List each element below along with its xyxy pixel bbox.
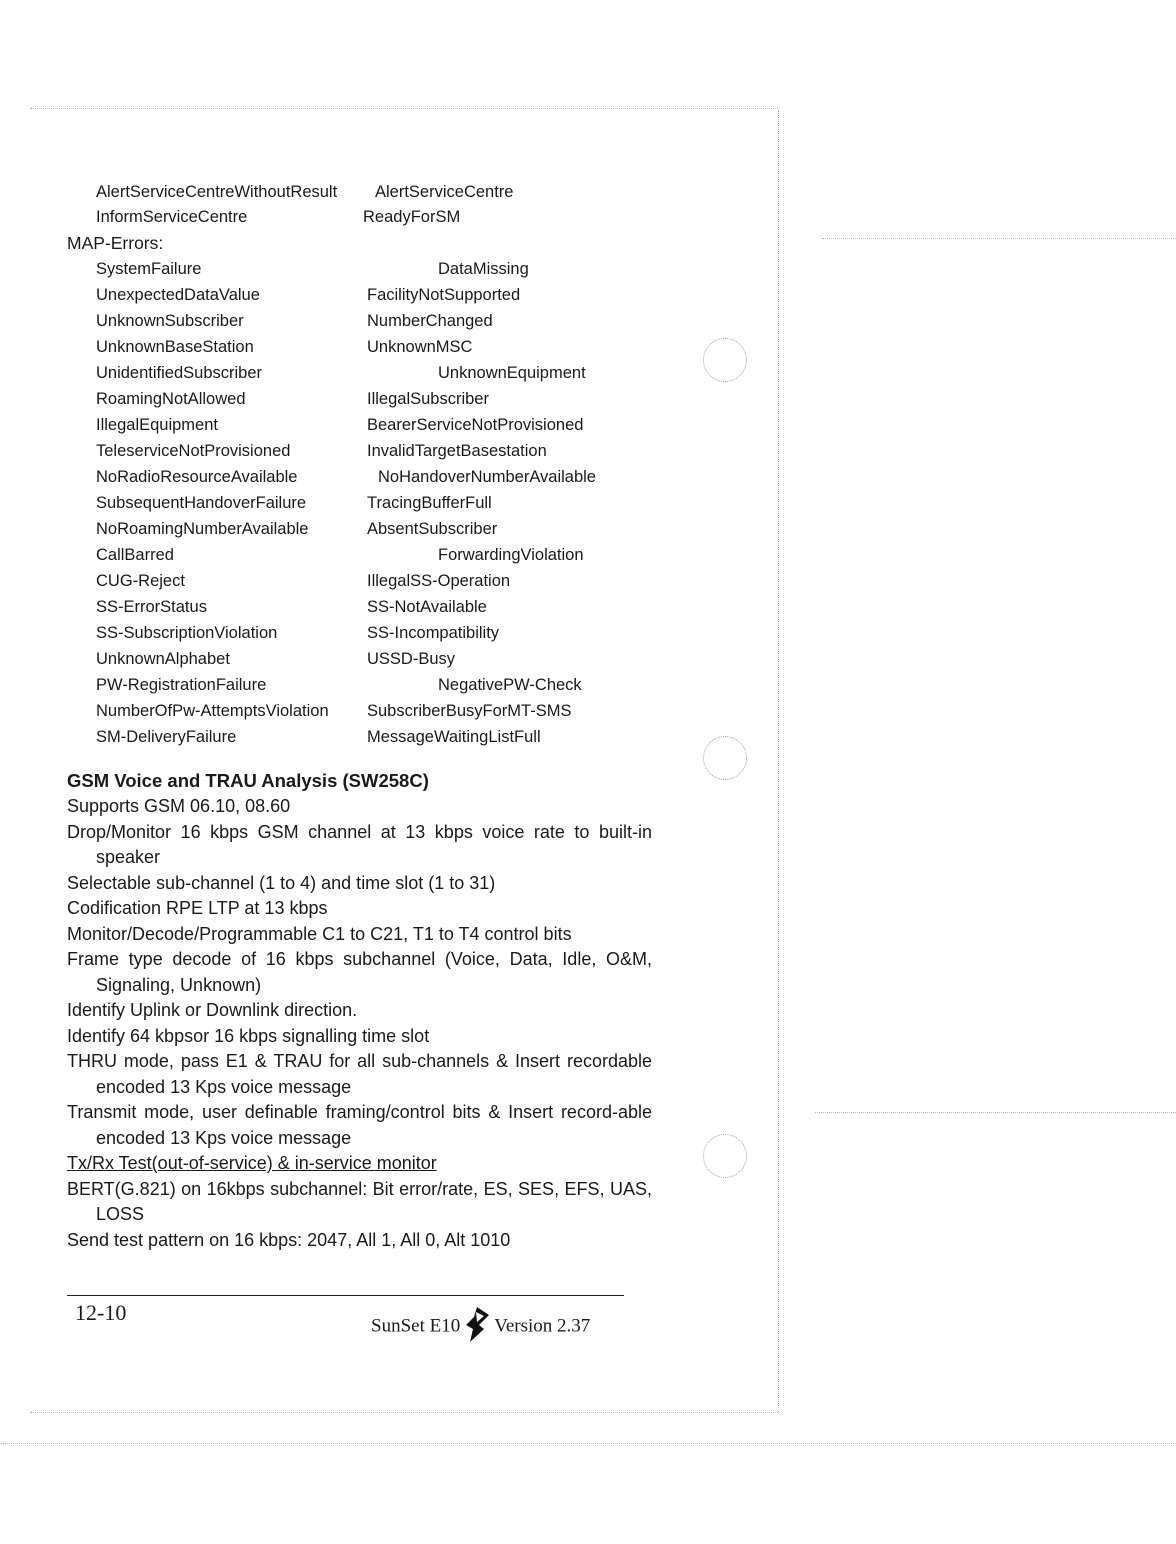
map-error-row [67, 438, 627, 464]
map-error-right: NumberChanged [367, 312, 493, 330]
map-error-left: SubsequentHandoverFailure [96, 494, 307, 512]
map-error-row [67, 594, 627, 620]
map-error-left: NoRadioResourceAvailable [96, 468, 298, 486]
map-error-row [67, 542, 627, 568]
map-error-row [67, 464, 627, 490]
map-errors-heading: MAP-Errors: [67, 233, 164, 253]
map-error-left: TeleserviceNotProvisioned [96, 442, 291, 460]
map-error-left: CUG-Reject [96, 572, 185, 590]
map-error-right: UnknownEquipment [438, 364, 586, 382]
map-error-row [67, 360, 627, 386]
section-heading: GSM Voice and TRAU Analysis (SW258C) [67, 770, 429, 791]
punch-hole-middle [703, 736, 747, 780]
map-error-right: TracingBufferFull [367, 494, 492, 512]
product-version: Version 2.37 [494, 1315, 591, 1337]
feature-line: Monitor/Decode/Programmable C1 to C21, T1 to T4 control bits [67, 923, 572, 944]
map-error-left: PW-RegistrationFailure [96, 676, 267, 694]
callback-list [67, 180, 627, 230]
feature-line: Drop/Monitor 16 kbps GSM channel at 13 kbps voice rate to built-in speaker [67, 821, 652, 867]
map-error-right: IllegalSS-Operation [367, 572, 511, 590]
footer-rule [67, 1295, 624, 1296]
map-error-row [67, 256, 627, 282]
map-error-row [67, 672, 627, 698]
callback-row [67, 205, 627, 230]
feature-line: Transmit mode, user definable framing/control bits & Insert record-able encoded 13 Kps voice message [67, 1102, 652, 1148]
map-error-row [67, 282, 627, 308]
feature-line: Tx/Rx Test(out-of-service) & in-service monitor [67, 1153, 437, 1173]
map-error-row [67, 620, 627, 646]
map-error-right: USSD-Busy [367, 650, 456, 668]
map-error-left: UnknownAlphabet [96, 650, 230, 668]
scan-border-right [778, 110, 779, 1412]
feature-line: Identify 64 kbpsor 16 kbps signalling time slot [67, 1025, 430, 1046]
footer-product [371, 1305, 590, 1349]
feature-line: Identify Uplink or Downlink direction. [67, 1000, 358, 1020]
map-errors-table [67, 256, 627, 750]
map-error-left: UnexpectedDataValue [96, 286, 260, 304]
map-error-row [67, 412, 627, 438]
map-error-right: BearerServiceNotProvisioned [367, 416, 584, 434]
callback-right: ReadyForSM [363, 208, 461, 226]
sunrise-logo-icon [464, 1305, 490, 1349]
gsm-feature-list [67, 794, 652, 1253]
punch-hole-top [703, 338, 747, 382]
map-error-row [67, 568, 627, 594]
punch-hole-bottom [703, 1134, 747, 1178]
product-name: SunSet E10 [371, 1315, 461, 1337]
map-error-right: SS-NotAvailable [367, 598, 487, 616]
scan-mark-right-2 [815, 1112, 1176, 1113]
map-error-right: NoHandoverNumberAvailable [378, 468, 596, 486]
map-error-row [67, 386, 627, 412]
map-error-row [67, 698, 627, 724]
map-error-left: SS-ErrorStatus [96, 598, 207, 616]
page-number: 12-10 [75, 1300, 127, 1325]
map-error-left: SS-SubscriptionViolation [96, 624, 278, 642]
map-error-right: SubscriberBusyForMT-SMS [367, 702, 572, 720]
map-error-row [67, 490, 627, 516]
map-error-right: NegativePW-Check [438, 676, 582, 694]
feature-line: Codification RPE LTP at 13 kbps [67, 898, 328, 918]
map-error-left: UnknownBaseStation [96, 338, 254, 356]
map-error-right: IllegalSubscriber [367, 390, 489, 408]
map-error-row [67, 308, 627, 334]
scan-border-top [30, 108, 778, 109]
callback-left: InformServiceCentre [96, 208, 248, 226]
feature-line: Send test pattern on 16 kbps: 2047, All 1, All 0, Alt 1010 [67, 1229, 511, 1250]
map-error-left: SM-DeliveryFailure [96, 728, 237, 746]
map-error-left: RoamingNotAllowed [96, 390, 246, 408]
feature-line: BERT(G.821) on 16kbps subchannel: Bit error/rate, ES, SES, EFS, UAS, LOSS [67, 1178, 652, 1224]
map-error-right: DataMissing [438, 260, 529, 278]
map-error-right: FacilityNotSupported [367, 286, 521, 304]
map-error-left: IllegalEquipment [96, 416, 218, 434]
callback-right: AlertServiceCentre [375, 183, 514, 201]
map-error-row [67, 334, 627, 360]
map-error-left: CallBarred [96, 546, 174, 564]
map-error-row [67, 724, 627, 750]
feature-line: Selectable sub-channel (1 to 4) and time slot (1 to 31) [67, 872, 496, 893]
map-error-row [67, 646, 627, 672]
page-content [67, 180, 652, 1253]
map-error-left: UnknownSubscriber [96, 312, 244, 330]
map-error-right: ForwardingViolation [438, 546, 584, 564]
callback-left: AlertServiceCentreWithoutResult [96, 183, 338, 201]
map-error-right: InvalidTargetBasestation [367, 442, 547, 460]
feature-line: Frame type decode of 16 kbps subchannel (Voice, Data, Idle, O&M, Signaling, Unknown) [67, 949, 652, 995]
scan-border-lower [0, 1443, 1176, 1444]
map-error-left: UnidentifiedSubscriber [96, 364, 263, 382]
map-error-left: SystemFailure [96, 260, 202, 278]
map-error-right: UnknownMSC [367, 338, 473, 356]
feature-line: Supports GSM 06.10, 08.60 [67, 796, 291, 816]
map-error-right: MessageWaitingListFull [367, 728, 541, 746]
map-error-row [67, 516, 627, 542]
scan-border-bottom [30, 1412, 778, 1413]
map-error-left: NumberOfPw-AttemptsViolation [96, 702, 329, 720]
map-error-left: NoRoamingNumberAvailable [96, 520, 309, 538]
scan-mark-right-1 [822, 238, 1176, 239]
feature-line: THRU mode, pass E1 & TRAU for all sub-channels & Insert recordable encoded 13 Kps voice message [67, 1051, 652, 1097]
callback-row [67, 180, 627, 205]
map-error-right: AbsentSubscriber [367, 520, 498, 538]
map-error-right: SS-Incompatibility [367, 624, 500, 642]
